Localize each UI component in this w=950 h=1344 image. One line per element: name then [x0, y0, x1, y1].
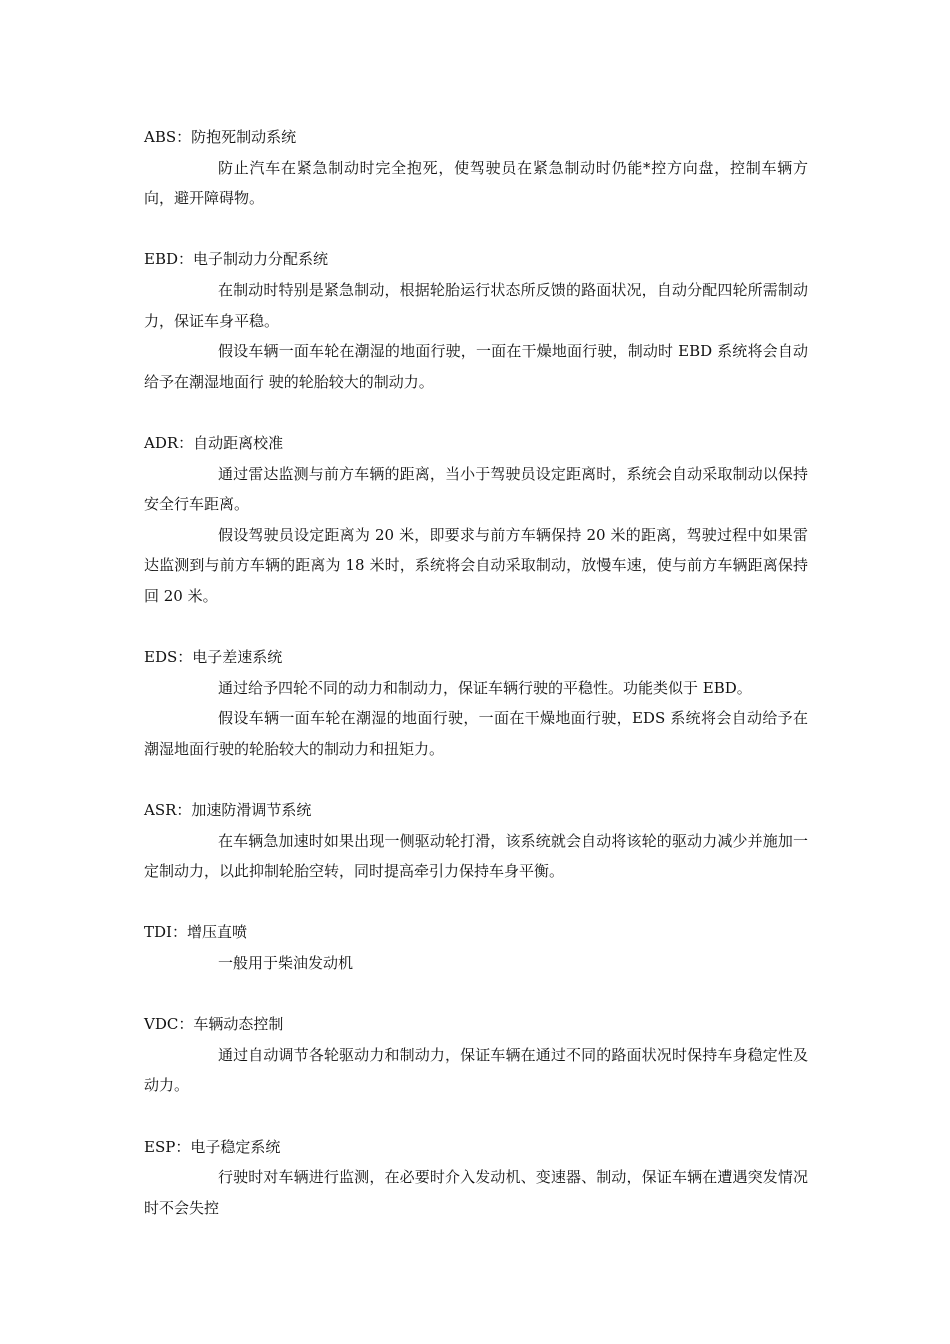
section-heading: EDS：电子差速系统	[144, 648, 283, 667]
section-eds	[144, 642, 808, 764]
section-heading: ADR：自动距离校准	[144, 433, 284, 452]
section-adr	[144, 428, 808, 612]
section-esp	[144, 1132, 808, 1224]
section-heading: ABS：防抱死制动系统	[144, 128, 297, 146]
section-heading: ESP：电子稳定系统	[144, 1137, 281, 1156]
section-asr	[144, 795, 808, 887]
section-paragraph: 通过自动调节各轮驱动力和制动力，保证车辆在通过不同的路面状况时保持车身稳定性及动力。	[144, 1045, 808, 1095]
section-paragraph: 通过雷达监测与前方车辆的距离，当小于驾驶员设定距离时，系统会自动采取制动以保持安全行车距离。	[144, 464, 808, 514]
section-paragraph: 行驶时对车辆进行监测，在必要时介入发动机、变速器、制动，保证车辆在遭遇突发情况时不会失控	[144, 1168, 808, 1217]
section-tdi	[144, 917, 808, 978]
section-ebd	[144, 244, 808, 397]
section-paragraph: 假设车辆一面车轮在潮湿的地面行驶，一面在干燥地面行驶，制动时 EBD 系统将会自动给予在潮湿地面行 驶的轮胎较大的制动力。	[144, 342, 808, 391]
section-paragraph: 假设驾驶员设定距离为 20 米，即要求与前方车辆保持 20 米的距离，驾驶过程中如果雷达监测到与前方车辆的距离为 18 米时，系统将会自动采取制动，放慢车速，使与前方车辆距离保持回 20 米。	[144, 525, 808, 605]
section-paragraph: 防止汽车在紧急制动时完全抱死，使驾驶员在紧急制动时仍能*控方向盘，控制车辆方向，避开障碍物。	[144, 158, 808, 208]
document-body	[144, 122, 808, 1254]
section-paragraph: 在制动时特别是紧急制动，根据轮胎运行状态所反馈的路面状况，自动分配四轮所需制动力，保证车身平稳。	[144, 280, 808, 330]
section-heading: EBD：电子制动力分配系统	[144, 250, 329, 269]
section-paragraph: 在车辆急加速时如果出现一侧驱动轮打滑，该系统就会自动将该轮的驱动力减少并施加一定制动力，以此抑制轮胎空转，同时提高牵引力保持车身平衡。	[144, 831, 808, 881]
section-paragraph: 假设车辆一面车轮在潮湿的地面行驶，一面在干燥地面行驶，EDS 系统将会自动给予在潮湿地面行驶的轮胎较大的制动力和扭矩力。	[144, 709, 808, 758]
section-heading: TDI：增压直喷	[144, 923, 247, 942]
section-paragraph: 一般用于柴油发动机	[218, 954, 354, 973]
section-paragraph: 通过给予四轮不同的动力和制动力，保证车辆行驶的平稳性。功能类似于 EBD。	[218, 678, 752, 697]
section-abs	[144, 122, 808, 214]
section-heading: VDC：车辆动态控制	[144, 1015, 284, 1034]
section-heading: ASR：加速防滑调节系统	[144, 801, 312, 820]
section-vdc	[144, 1009, 808, 1101]
